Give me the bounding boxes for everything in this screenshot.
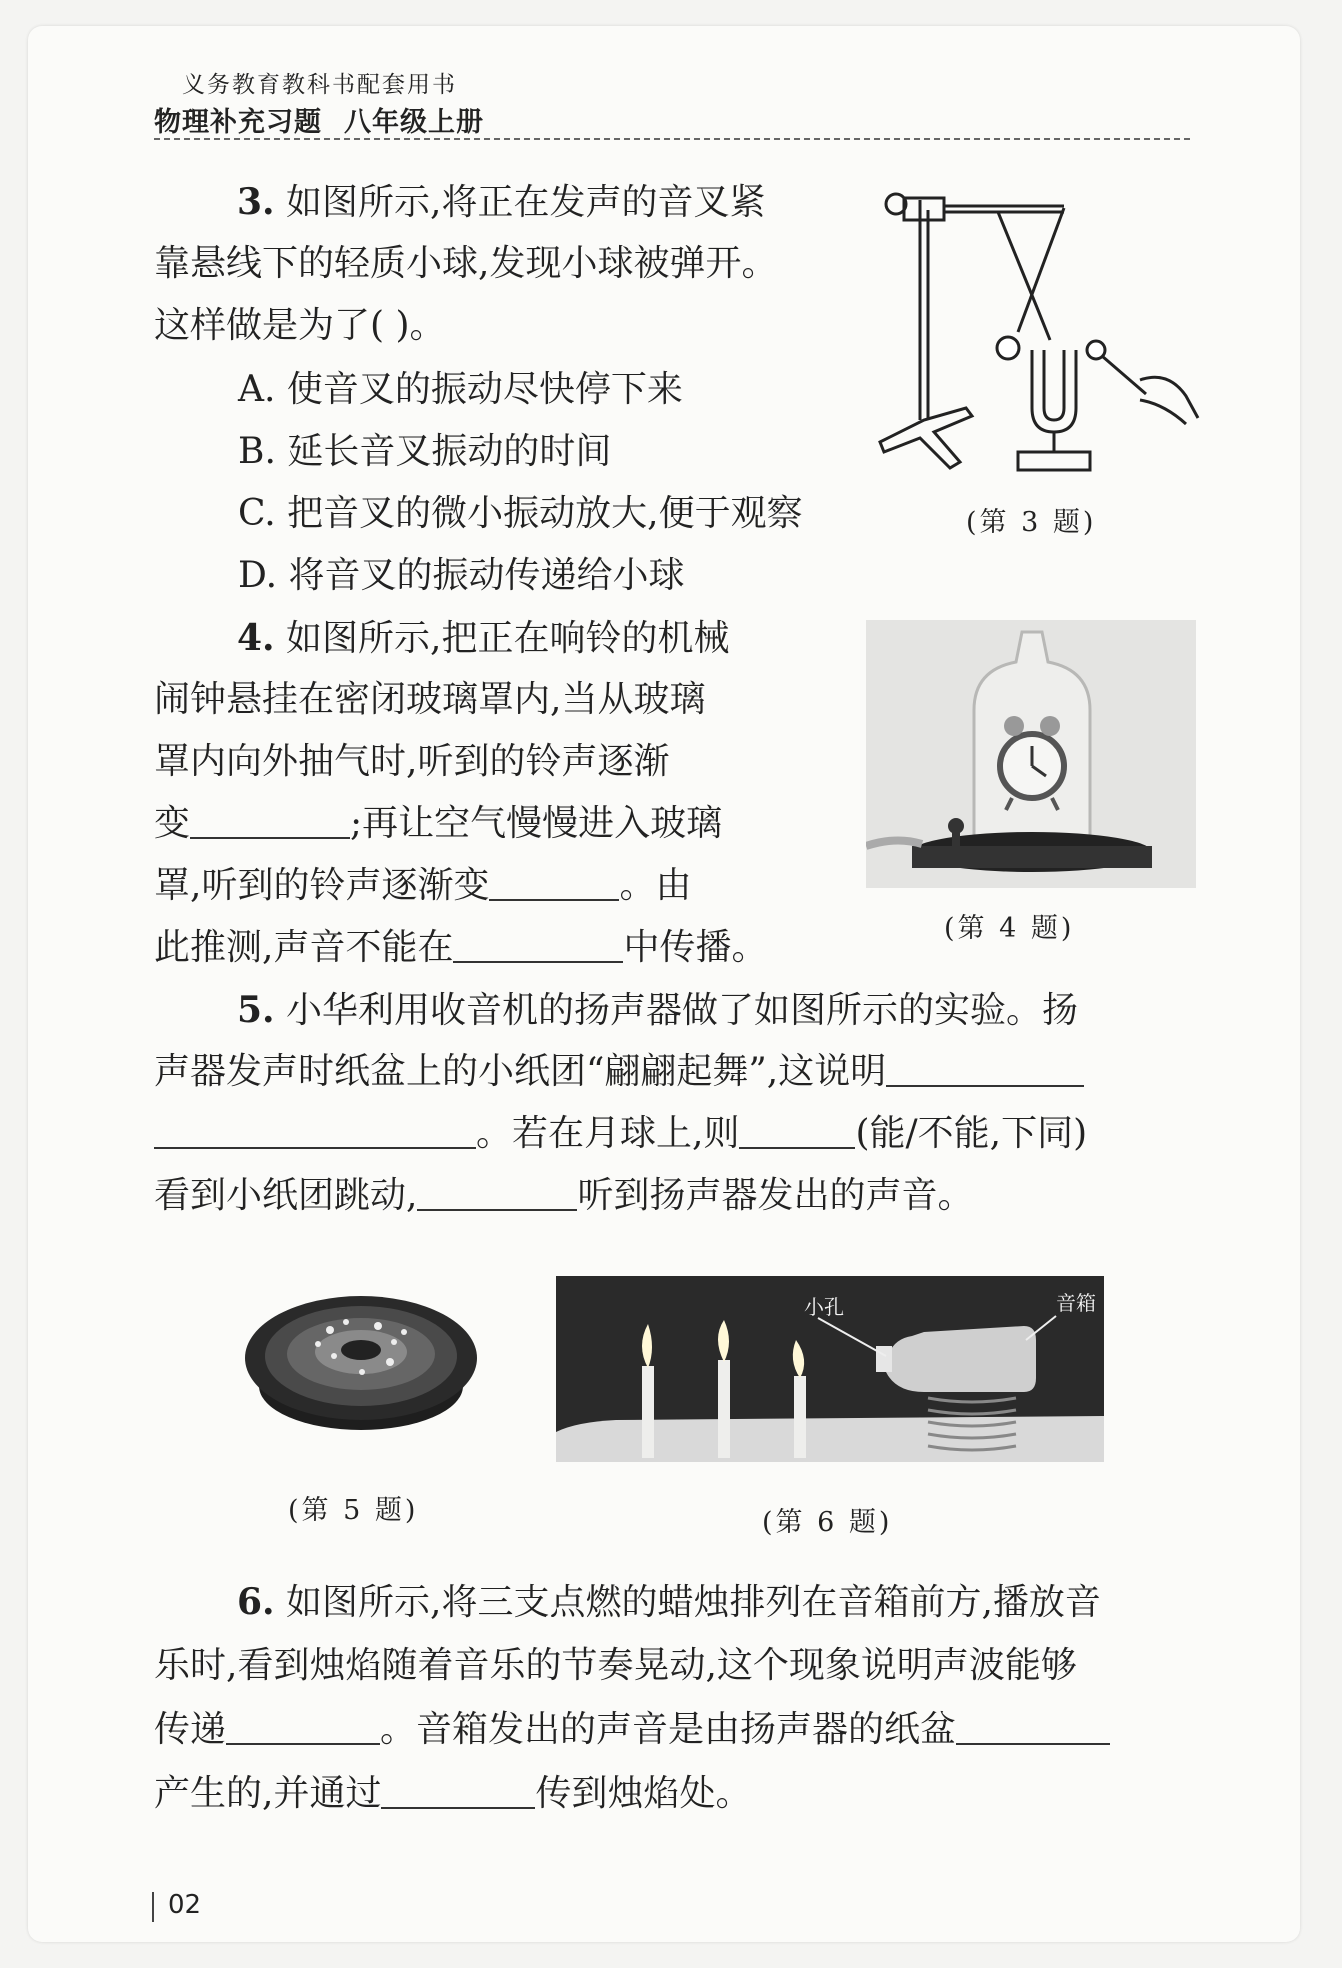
grade-title: 八年级上册 (344, 107, 484, 138)
q6-text-3a: 传递 (154, 1709, 227, 1750)
page-number-bar (152, 1892, 154, 1922)
q5-text-3a: 。若在月球上,则 (476, 1113, 740, 1154)
q4-line2: 闹钟悬挂在密闭玻璃罩内,当从玻璃 (154, 679, 706, 720)
series-title: 义务教育教科书配套用书 (182, 72, 457, 98)
q3-option-b: B. 延长音叉振动的时间 (238, 431, 612, 472)
q4-text-5b: 。由 (619, 865, 692, 906)
label-speaker-box: 音箱 (1056, 1291, 1096, 1315)
q4-caption: (第 4 题) (944, 913, 1075, 944)
q3-line2: 靠悬线下的轻质小球,发现小球被弹开。 (154, 243, 778, 284)
loudspeaker-photo (244, 1286, 478, 1434)
q4-text-6b: 中传播。 (623, 927, 768, 968)
q5-blank-1b[interactable] (154, 1117, 476, 1149)
q5-caption: (第 5 题) (288, 1495, 419, 1526)
q5-number: 5. (237, 989, 275, 1031)
q4-text-4a: 变 (154, 803, 191, 844)
q4-text-1: 如图所示,把正在响铃的机械 (286, 618, 730, 659)
q3-number: 3. (237, 181, 275, 223)
q6-line3 (154, 1708, 1110, 1752)
bell-jar-photo (866, 620, 1196, 888)
q5-blank-1a[interactable] (886, 1055, 1084, 1087)
q6-text-4b: 传到烛焰处。 (535, 1773, 752, 1814)
q3-line3: 这样做是为了( )。 (154, 305, 446, 346)
q5-text-4b: 听到扬声器发出的声音。 (577, 1175, 974, 1216)
tuning-fork-figure (868, 180, 1208, 480)
q6-number: 6. (237, 1581, 275, 1623)
header-divider (154, 138, 1190, 140)
q6-blank-1[interactable] (226, 1713, 380, 1745)
q5-line2 (154, 1050, 1084, 1094)
q5-text-4a: 看到小纸团跳动, (154, 1175, 418, 1216)
q5-line4 (154, 1174, 973, 1218)
q6-blank-2[interactable] (956, 1713, 1110, 1745)
q5-text-2a: 声器发声时纸盆上的小纸团“翩翩起舞”,这说明 (154, 1051, 887, 1092)
q4-text-4b: ;再让空气慢慢进入玻璃 (350, 803, 723, 844)
q4-text-6a: 此推测,声音不能在 (154, 927, 454, 968)
page-number: 02 (168, 1890, 202, 1920)
q6-line4 (154, 1772, 751, 1816)
q5-line3 (154, 1112, 1087, 1156)
q3-option-d: D. 将音叉的振动传递给小球 (238, 555, 685, 596)
q6-text-4a: 产生的,并通过 (154, 1773, 382, 1814)
q5-text-1: 小华利用收音机的扬声器做了如图所示的实验。扬 (286, 990, 1079, 1031)
q4-line6 (154, 926, 767, 970)
q5-line1 (237, 988, 1078, 1033)
q5-blank-2[interactable] (739, 1117, 855, 1149)
q4-blank-3[interactable] (453, 931, 623, 963)
q3-option-a: A. 使音叉的振动尽快停下来 (238, 369, 683, 410)
q6-line2: 乐时,看到烛焰随着音乐的节奏晃动,这个现象说明声波能够 (154, 1645, 1077, 1686)
q4-line5 (154, 864, 691, 908)
candles-photo (556, 1276, 1104, 1462)
q5-text-3b: (能/不能,下同) (855, 1113, 1088, 1154)
q4-line1 (237, 616, 730, 661)
q4-blank-1[interactable] (190, 807, 350, 839)
q4-line3: 罩内向外抽气时,听到的铃声逐渐 (154, 741, 670, 782)
q4-line4 (154, 802, 722, 846)
q6-text-3b: 。音箱发出的声音是由扬声器的纸盆 (380, 1709, 957, 1750)
q4-text-5a: 罩,听到的铃声逐渐变 (154, 865, 490, 906)
book-title (154, 100, 484, 139)
label-hole: 小孔 (804, 1295, 844, 1319)
q3-caption: (第 3 题) (966, 507, 1097, 538)
q6-caption: (第 6 题) (762, 1507, 893, 1538)
q3-line1 (237, 180, 766, 225)
q3-text-1: 如图所示,将正在发声的音叉紧 (286, 182, 766, 223)
q4-number: 4. (237, 617, 275, 659)
q6-line1 (237, 1580, 1101, 1625)
q3-option-c: C. 把音叉的微小振动放大,便于观察 (238, 493, 803, 534)
q4-blank-2[interactable] (489, 869, 619, 901)
q6-text-1: 如图所示,将三支点燃的蜡烛排列在音箱前方,播放音 (286, 1582, 1101, 1623)
q5-blank-3[interactable] (417, 1179, 577, 1211)
q6-blank-3[interactable] (381, 1777, 535, 1809)
subject-title: 物理补充习题 (154, 107, 322, 138)
